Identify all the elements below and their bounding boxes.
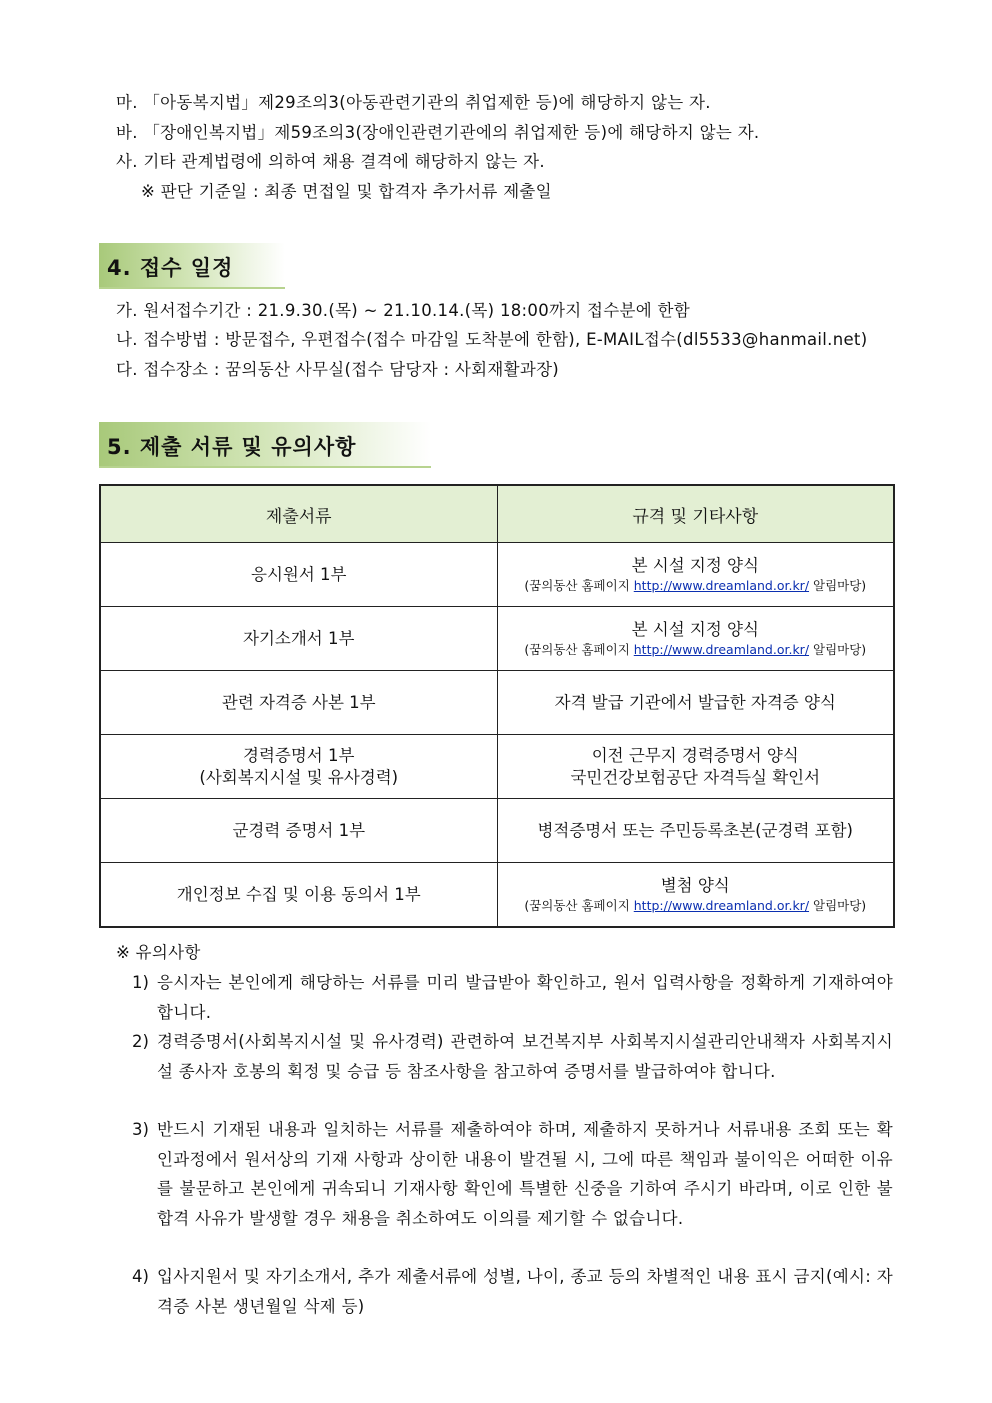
documents-table [99,484,895,928]
spec-note: (꿈의동산 홈페이지 http://www.dreamland.or.kr/ 알림마당) [524,898,867,913]
section5-header [99,422,431,468]
section4-item-place: 다. 접수장소 : 꿈의동산 사무실(접수 담당자 : 사회재활과장) [116,360,560,379]
table-row [100,735,894,799]
note-item: 반드시 기재된 내용과 일치하는 서류를 제출하여야 하며, 제출하지 못하거나 서류내용 조회 또는 확인과정에서 원서상의 기재 사항과 상이한 내용이 발견될 시, 그에 따른 책임과 불이익은 어떠한 이유를 불문하고 본인에게 귀속되니 기재사항 확인에 특별한 신중을 기하여 주시기 바라며, 이로 인한 불합격 사유가 발생할 경우 채용을 취소하여도 이의를 제기할 수 없습니다. [157,1120,893,1228]
table-row [100,607,894,671]
section4-item-method: 나. 접수방법 : 방문접수, 우편접수(접수 마감일 도착분에 한함), E-MAIL접수(dl5533@hanmail.net) [116,330,868,349]
spec-cell [497,735,894,799]
note-item: 응시자는 본인에게 해당하는 서류를 미리 발급받아 확인하고, 원서 입력사항을 정확하게 기재하여야 합니다. [157,973,893,1022]
doc-text: 경력증명서 1부 [243,745,355,765]
note-number: 3) [132,1120,149,1139]
doc-cell: 개인정보 수집 및 이용 동의서 1부 [100,863,497,928]
table-row [100,543,894,607]
item-ma: 마. 「아동복지법」제29조의3(아동관련기관의 취업제한 등)에 해당하지 않는 자. [116,93,711,112]
criteria-note: ※ 판단 기준일 : 최종 면접일 및 합격자 추가서류 제출일 [141,182,552,201]
note-item: 경력증명서(사회복지시설 및 유사경력) 관련하여 보건복지부 사회복지시설관리안내책자 사회복지시설 종사자 호봉의 획정 및 승급 등 참조사항을 참고하여 증명서를 발급하여야 합니다. [157,1032,893,1081]
header-specs: 규격 및 기타사항 [497,485,894,543]
spec-text-2: 국민건강보험공단 자격득실 확인서 [570,767,821,787]
doc-cell: 응시원서 1부 [100,543,497,607]
table-row [100,671,894,735]
doc-cell: 자기소개서 1부 [100,607,497,671]
notes-title: ※ 유의사항 [116,943,201,962]
header-documents: 제출서류 [100,485,497,543]
spec-cell [497,607,894,671]
section4-header [99,243,285,289]
section4-title: 4. 접수 일정 [107,256,234,280]
spec-text: 본 시설 지정 양식 [631,620,759,639]
spec-text: 이전 근무지 경력증명서 양식 [591,745,799,765]
spec-cell: 자격 발급 기관에서 발급한 자격증 양식 [497,671,894,735]
doc-cell [100,735,497,799]
note-number: 1) [132,973,149,992]
spec-cell [497,863,894,928]
section5-title: 5. 제출 서류 및 유의사항 [107,435,357,459]
spec-text: 별첨 양식 [660,876,730,895]
item-sa: 사. 기타 관계법령에 의하여 채용 결격에 해당하지 않는 자. [116,152,545,171]
table-header-row [100,485,894,543]
table-row [100,863,894,928]
doc-subtext: (사회복지시설 및 유사경력) [199,767,399,787]
spec-cell: 병적증명서 또는 주민등록초본(군경력 포함) [497,799,894,863]
note-number: 2) [132,1032,149,1051]
homepage-link[interactable]: http://www.dreamland.or.kr/ [633,898,810,913]
item-ba: 바. 「장애인복지법」제59조의3(장애인관련기관에의 취업제한 등)에 해당하지 않는 자. [116,123,760,142]
note-item: 입사지원서 및 자기소개서, 추가 제출서류에 성별, 나이, 종교 등의 차별적인 내용 표시 금지(예시: 자격증 사본 생년월일 삭제 등) [157,1267,893,1316]
section4-item-period: 가. 원서접수기간 : 21.9.30.(목) ~ 21.10.14.(목) 18:00까지 접수분에 한함 [116,301,690,320]
homepage-link[interactable]: http://www.dreamland.or.kr/ [633,642,810,657]
doc-cell: 관련 자격증 사본 1부 [100,671,497,735]
spec-note: (꿈의동산 홈페이지 http://www.dreamland.or.kr/ 알림마당) [524,642,867,657]
doc-cell: 군경력 증명서 1부 [100,799,497,863]
table-row [100,799,894,863]
homepage-link[interactable]: http://www.dreamland.or.kr/ [633,578,810,593]
note-number: 4) [132,1267,149,1286]
spec-text: 본 시설 지정 양식 [631,556,759,575]
spec-note: (꿈의동산 홈페이지 http://www.dreamland.or.kr/ 알림마당) [524,578,867,593]
spec-cell [497,543,894,607]
